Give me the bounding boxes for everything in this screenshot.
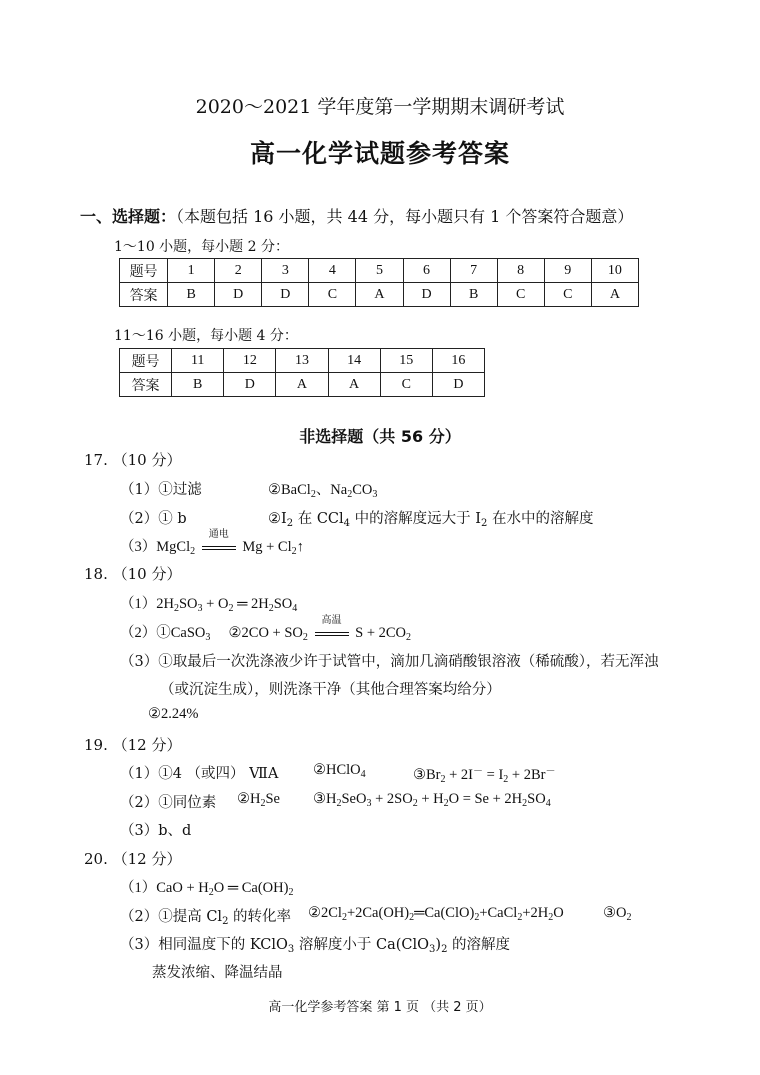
q17-line3-tail: Mg + Cl: [242, 539, 292, 555]
exam-title: 2020～2021 学年度第一学期期末调研考试: [195, 96, 565, 118]
table-cell: 1: [168, 259, 215, 283]
table-cell: A: [591, 283, 638, 307]
q18-line3: （3）①取最后一次洗涤液少许于试管中，滴加几滴硝酸银溶液（稀硫酸），若无浑浊: [120, 654, 659, 670]
section1-heading: [80, 204, 633, 227]
q20-line2-a-tail: 的转化率: [228, 909, 292, 925]
q19-line1: [120, 762, 556, 785]
part1-note: 1～10 小题，每小题 2 分：: [114, 239, 289, 255]
table-cell: 7: [450, 259, 497, 283]
q20-line3-c: 的溶解度: [447, 937, 511, 953]
table-row: [120, 283, 639, 307]
table-cell: B: [172, 373, 224, 397]
table-cell: C: [380, 373, 432, 397]
q20-line3-a: （3）相同温度下的 KClO: [120, 937, 288, 953]
q20-line4: 蒸发浓缩、降温结晶: [152, 965, 283, 981]
table-cell: 9: [544, 259, 591, 283]
table-cell: 8: [497, 259, 544, 283]
gas-arrow-icon: ↑: [296, 539, 304, 555]
answer-table-1-10: [119, 258, 639, 307]
electrolysis-condition: [202, 529, 236, 556]
section2-heading: 非选择题（共 56 分）: [299, 427, 461, 446]
section1-heading-label: 一、选择题：: [80, 207, 177, 226]
q17-line3-prefix: （3）MgCl: [120, 539, 191, 555]
table-header-cell: 答案: [120, 373, 172, 397]
table-cell: A: [276, 373, 328, 397]
q19-title: 19. （12 分）: [84, 736, 182, 754]
section1-heading-note: （本题包括 16 小题，共 44 分，每小题只有 1 个答案符合题意）: [176, 207, 634, 226]
page-footer: 高一化学参考答案 第 1 页 （共 2 页）: [268, 1000, 492, 1015]
table-cell: 11: [172, 349, 224, 373]
table-cell: A: [356, 283, 403, 307]
table-cell: D: [224, 373, 276, 397]
q20-line2-c: $③O_2$: [603, 905, 632, 923]
q19-line2-c: $③H_2SeO_3 + 2SO_2 + H_2O = Se + 2H_2SO_4$: [313, 791, 551, 809]
q20-line3-b: 溶解度小于 Ca(ClO: [294, 937, 430, 953]
table-cell: 16: [432, 349, 484, 373]
table-cell: C: [544, 283, 591, 307]
table-cell: D: [215, 283, 262, 307]
table-cell: 2: [215, 259, 262, 283]
q19-line1-a: （1）①4 （或四） ⅦA: [120, 766, 279, 782]
table-row: [120, 259, 639, 283]
q20-title: 20. （12 分）: [84, 850, 182, 868]
q17-line1-a: （1）①过滤: [120, 482, 202, 498]
q17-line1-b: ②BaCl$_2$、$Na_2CO_3$: [268, 482, 378, 500]
q19-line1-c: $③Br_2 + 2I^- = I_2 + 2Br^-$: [413, 766, 556, 785]
q20-line1: $(1)CaO + H_2O$ ═ $Ca(OH)_2$: [120, 880, 294, 898]
table-cell: D: [403, 283, 450, 307]
table-cell: B: [450, 283, 497, 307]
table-row: [120, 373, 485, 397]
high-temp-condition: [315, 615, 349, 642]
q19-line2-b: $②H_2Se$: [237, 791, 280, 809]
table-row: [120, 349, 485, 373]
q17-line3: （3）MgCl$_2$ 通电 $Mg + Cl_2↑$: [120, 535, 304, 557]
answer-table-11-16: [119, 348, 485, 397]
table-cell: 12: [224, 349, 276, 373]
table-cell: D: [262, 283, 309, 307]
table-header-cell: 题号: [120, 259, 168, 283]
table-cell: C: [309, 283, 356, 307]
q19-line2-a: （2）①同位素: [120, 795, 217, 811]
q18-line2: （2）①CaSO$_3$ ②2CO + $SO_2$ 高温 $S + 2CO_2$: [120, 621, 411, 643]
q19-line1-b: ②HClO$_4$: [313, 762, 366, 780]
q20-line2-b: $②2Cl_2+2Ca(OH)_2═Ca(ClO)_2+CaCl_2+2H_2O$: [308, 905, 564, 923]
table-cell: 5: [356, 259, 403, 283]
q17-title: 17. （10 分）: [84, 451, 182, 469]
table-cell: 3: [262, 259, 309, 283]
table-cell: 6: [403, 259, 450, 283]
table-header-cell: 答案: [120, 283, 168, 307]
q20-line2-a: （2）①提高 Cl: [120, 909, 223, 925]
condition-label: 高温: [321, 615, 342, 626]
q17-line2-b: $②I_2$ 在 CCl$_4$ 中的溶解度远大于 $I_2$ 在水中的溶解度: [268, 511, 594, 529]
q19-line3: （3）b、d: [120, 823, 192, 839]
q20-line3: （3）相同温度下的 KClO$_3$ 溶解度小于 $Ca(ClO_3)_2$ 的溶解度: [120, 937, 511, 955]
q18-line4: ②2.24%: [148, 706, 199, 722]
condition-label: 通电: [208, 529, 229, 540]
document-title: 高一化学试题参考答案: [249, 139, 510, 168]
table-cell: 15: [380, 349, 432, 373]
part2-note: 11～16 小题，每小题 4 分：: [114, 328, 298, 344]
table-cell: 14: [328, 349, 380, 373]
q17-line2: [120, 507, 594, 529]
table-header-cell: 题号: [120, 349, 172, 373]
q18-title: 18. （10 分）: [84, 565, 182, 583]
table-cell: 10: [591, 259, 638, 283]
table-cell: 4: [309, 259, 356, 283]
table-cell: D: [432, 373, 484, 397]
q19-line2: [120, 791, 551, 812]
q17-line2-a: （2）① b: [120, 511, 187, 527]
table-cell: C: [497, 283, 544, 307]
q18-line1: $(1)2H_2SO_3 + O_2$ ═ $2H_2SO_4$: [120, 596, 298, 614]
table-cell: A: [328, 373, 380, 397]
q20-line2: （2）①提高 $Cl_2$ 的转化率 $②2Cl_2+2Ca(OH)_2═Ca(ClO)_2+CaCl_2+2H_2O$ $③O_2$: [120, 905, 632, 927]
table-cell: B: [168, 283, 215, 307]
q18-line3-cont: （或沉淀生成），则洗涤干净（其他合理答案均给分）: [160, 682, 501, 698]
table-cell: 13: [276, 349, 328, 373]
q17-line1: [120, 478, 378, 500]
